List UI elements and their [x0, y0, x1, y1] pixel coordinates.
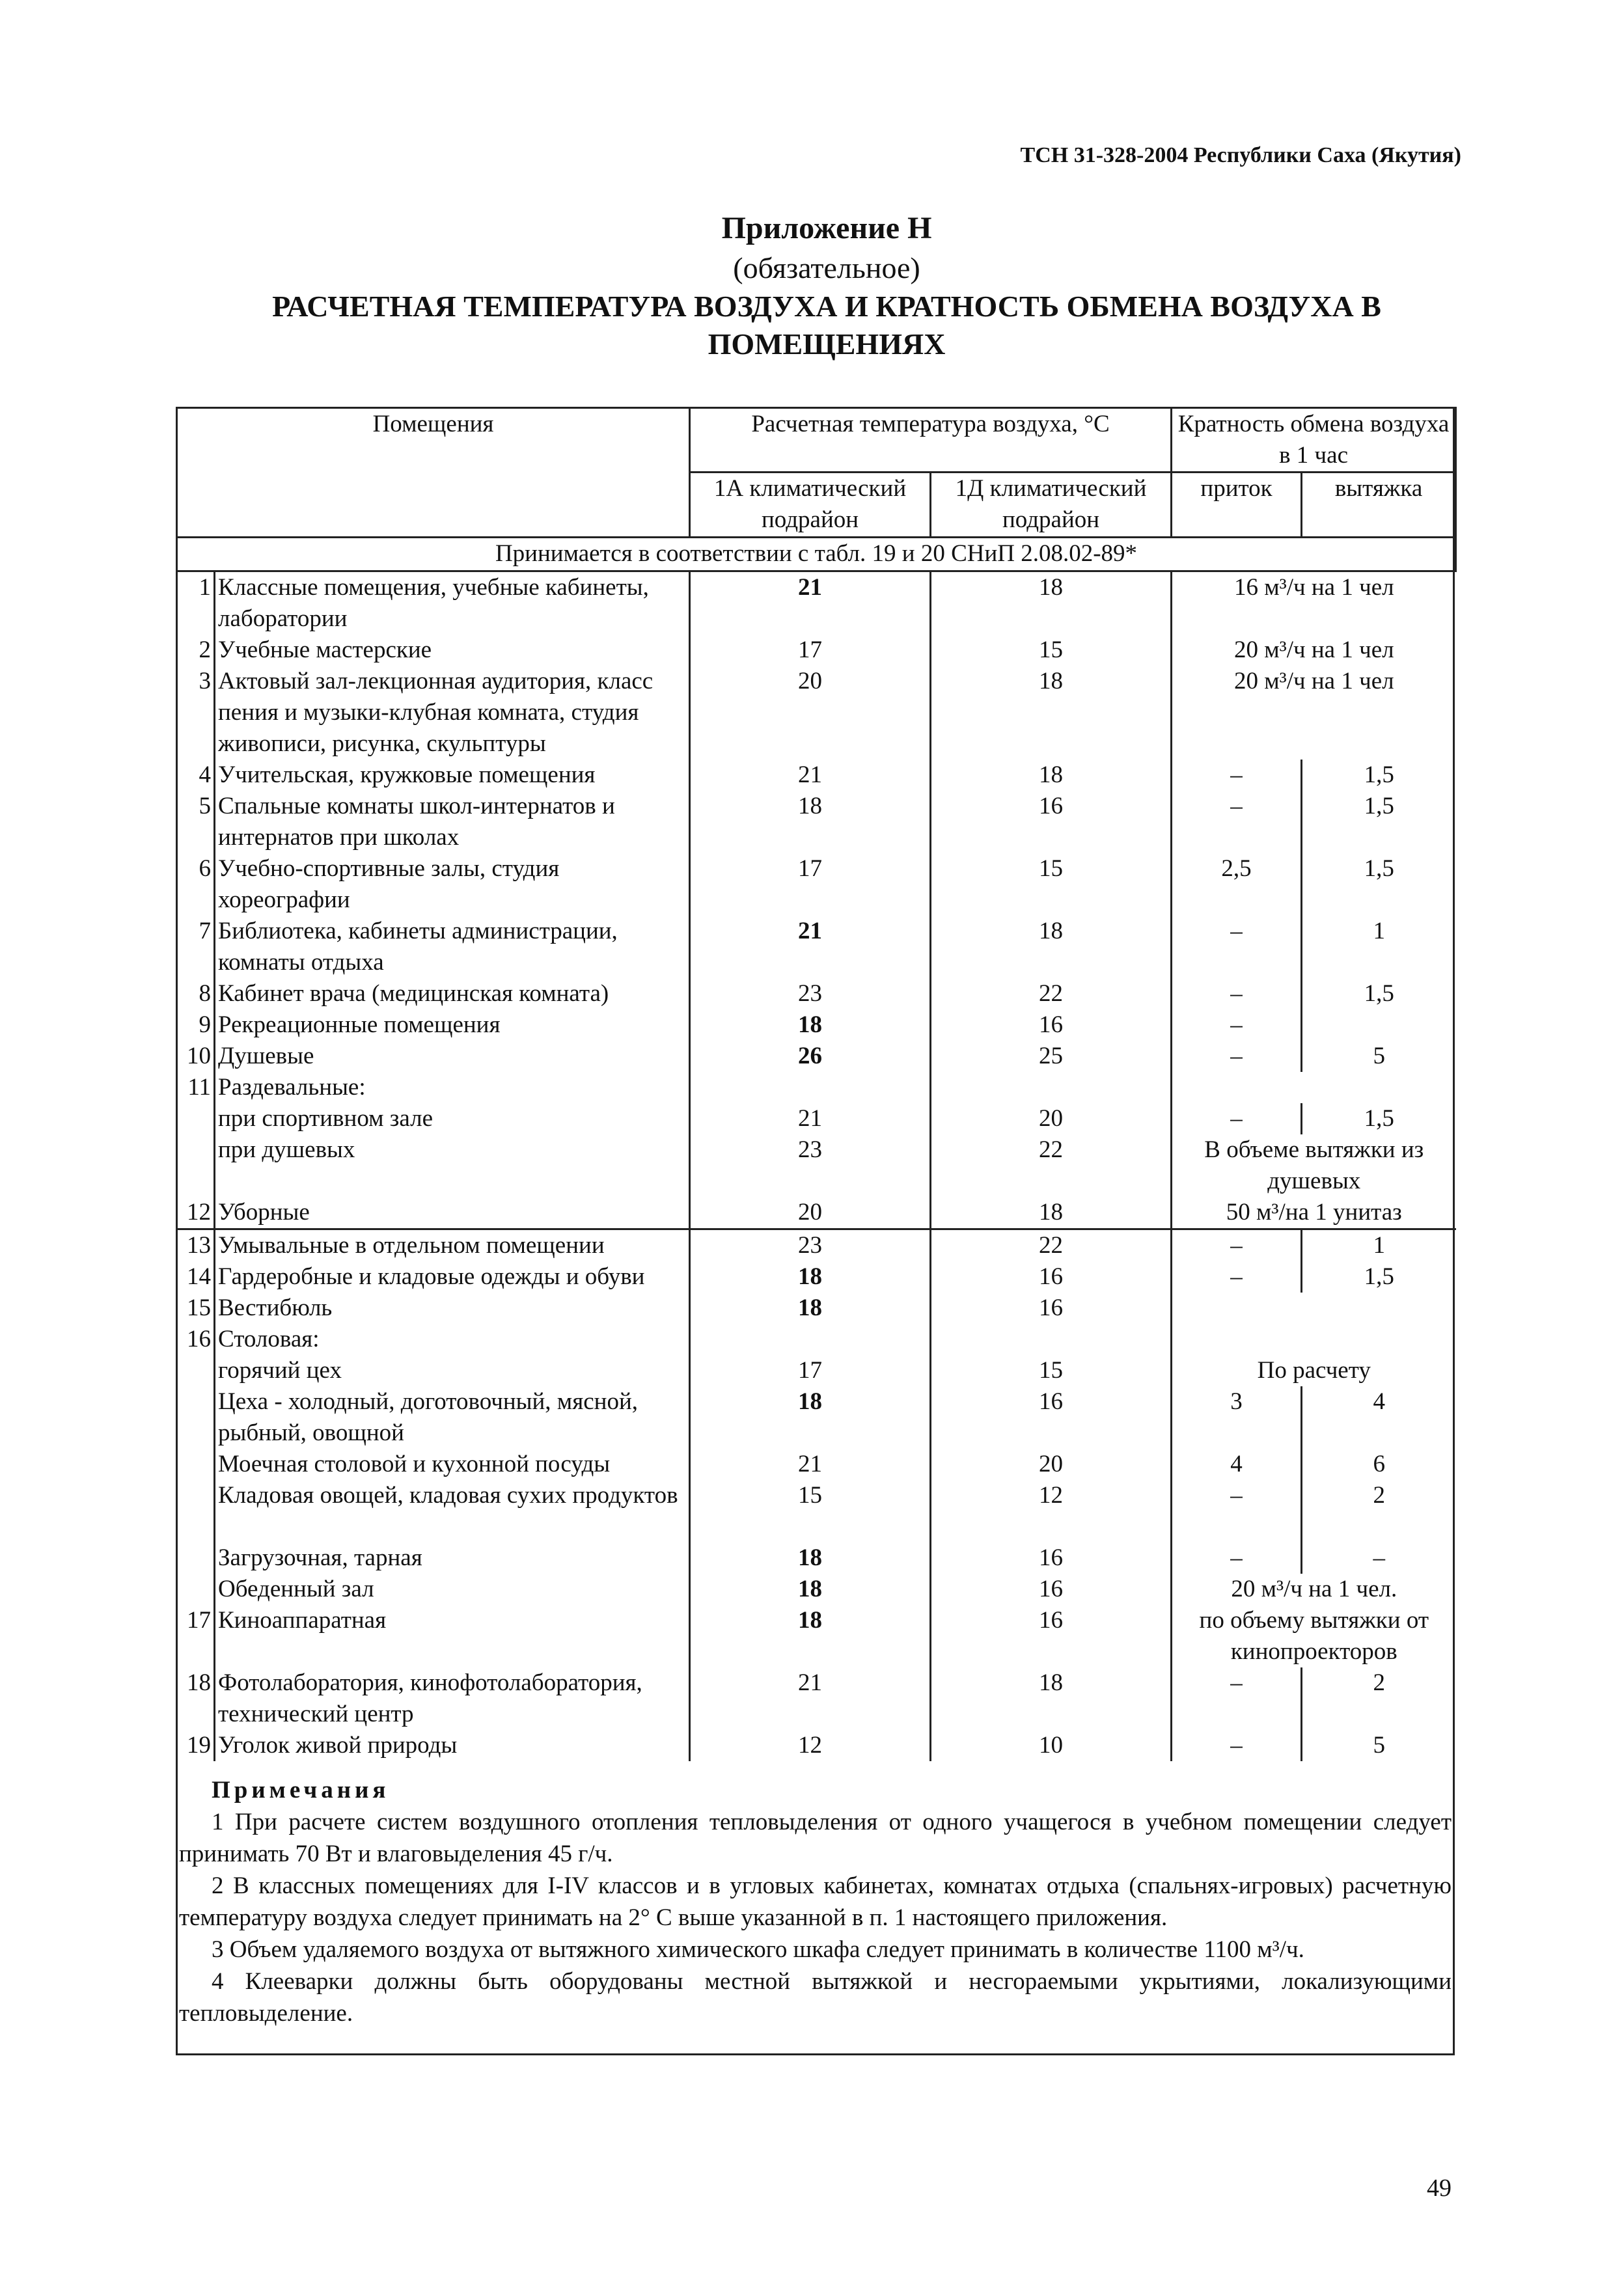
header-rooms: Помещения: [177, 408, 690, 538]
room-name: Обеденный зал: [215, 1574, 690, 1605]
header-air-rate: Кратность обмена воздуха в 1 час: [1172, 408, 1456, 473]
temp-1a: 26: [690, 1041, 931, 1072]
header-1d: 1Д климатический подрайон: [931, 473, 1172, 538]
row-number: 3: [177, 666, 215, 760]
row-number: [177, 1542, 215, 1574]
air-supply: –: [1230, 1232, 1243, 1259]
air-exhaust: [1302, 1324, 1456, 1355]
row-number: [177, 1134, 215, 1197]
table-row: [177, 978, 1456, 1009]
temp-1a: 18: [690, 1605, 931, 1667]
row-number: 17: [177, 1605, 215, 1667]
air-supply: –: [1230, 1669, 1243, 1696]
temp-1a: 18: [690, 1009, 931, 1041]
air-exhaust: [1302, 1293, 1456, 1324]
temp-1d: 16: [931, 1542, 1172, 1574]
air-supply: –: [1230, 1105, 1243, 1132]
temp-1a: 18: [690, 1386, 931, 1449]
appendix-title: [176, 208, 1478, 363]
temp-1a: 18: [690, 1261, 931, 1293]
table-row: [177, 1072, 1456, 1103]
air-supply: [1172, 1293, 1302, 1324]
table-row: [177, 1667, 1456, 1730]
air-supply: –: [1230, 761, 1243, 788]
air-exhaust: 2: [1302, 1480, 1456, 1542]
temp-1d: 18: [931, 1667, 1172, 1730]
air-exhaust: 5: [1302, 1041, 1456, 1072]
temp-1a: [690, 1072, 931, 1103]
temp-1a: 21: [690, 916, 931, 978]
room-name: Спальные комнаты школ-интернатов и интернатов при школах: [215, 791, 690, 853]
temp-1a: 21: [690, 1103, 931, 1134]
air-rate-merged: 50 м³/на 1 унитаз: [1172, 1197, 1456, 1229]
air-exhaust: 1,5: [1302, 791, 1456, 853]
room-name: при спортивном зале: [215, 1103, 690, 1134]
room-name: Цеха - холодный, доготовочный, мясной, рыбный, овощной: [215, 1386, 690, 1449]
air-supply: –: [1230, 918, 1243, 944]
room-name: Кладовая овощей, кладовая сухих продуктов: [215, 1480, 690, 1542]
row-number: 10: [177, 1041, 215, 1072]
temp-1a: 15: [690, 1480, 931, 1542]
temp-1d: 12: [931, 1480, 1172, 1542]
temp-1a: 23: [690, 1134, 931, 1197]
appendix-heading-line2: ПОМЕЩЕНИЯХ: [708, 327, 946, 361]
temp-1a: 18: [690, 1574, 931, 1605]
row-number: 8: [177, 978, 215, 1009]
temp-1a: 23: [690, 978, 931, 1009]
air-rate-merged: 16 м³/ч на 1 чел: [1233, 574, 1394, 601]
air-rate-merged: 20 м³/ч на 1 чел: [1233, 668, 1394, 694]
table-row: [177, 1041, 1456, 1072]
table-row: [177, 1730, 1456, 1761]
room-name: Загрузочная, тарная: [215, 1542, 690, 1574]
temp-1a: 21: [690, 1449, 931, 1480]
room-name: Душевые: [215, 1041, 690, 1072]
temp-1a: 23: [690, 1229, 931, 1262]
air-table: [176, 407, 1457, 1761]
air-supply: –: [1230, 980, 1243, 1007]
row-number: [177, 1449, 215, 1480]
table-row: [177, 853, 1456, 916]
temp-1d: 18: [931, 666, 1172, 760]
air-rate-merged: По расчету: [1257, 1357, 1371, 1384]
row-number: 13: [177, 1229, 215, 1262]
header-1a: 1А климатический подрайон: [690, 473, 931, 538]
temp-1d: 20: [931, 1103, 1172, 1134]
row-number: 6: [177, 853, 215, 916]
table-row: [177, 1324, 1456, 1355]
room-name: Киноаппаратная: [215, 1605, 690, 1667]
row-number: 4: [177, 760, 215, 791]
table-subheader: Принимается в соответствии с табл. 19 и 20 СНиП 2.08.02-89*: [177, 538, 1456, 571]
air-exhaust: 1,5: [1302, 760, 1456, 791]
row-number: 5: [177, 791, 215, 853]
table-row: [177, 571, 1456, 635]
temp-1d: [931, 1324, 1172, 1355]
table-row: [177, 1197, 1456, 1229]
room-name: при душевых: [215, 1134, 690, 1197]
air-exhaust: –: [1302, 1542, 1456, 1574]
table-row: [177, 1386, 1456, 1449]
temp-1d: 25: [931, 1041, 1172, 1072]
table-row: [177, 1229, 1456, 1262]
temp-1d: 22: [931, 978, 1172, 1009]
table-row: [177, 1449, 1456, 1480]
row-number: 19: [177, 1730, 215, 1761]
room-name: Вестибюль: [215, 1293, 690, 1324]
temp-1a: 20: [690, 1197, 931, 1229]
header-supply: приток: [1172, 473, 1302, 538]
air-supply: 2,5: [1221, 855, 1252, 882]
temp-1a: 18: [690, 1542, 931, 1574]
temp-1d: 16: [931, 1261, 1172, 1293]
air-supply: –: [1230, 1263, 1243, 1290]
table-row: [177, 1293, 1456, 1324]
row-number: 9: [177, 1009, 215, 1041]
table-row: [177, 1009, 1456, 1041]
row-number: [177, 1480, 215, 1542]
temp-1a: 12: [690, 1730, 931, 1761]
temp-1d: 16: [931, 1009, 1172, 1041]
air-exhaust: 6: [1302, 1449, 1456, 1480]
temp-1d: 15: [931, 1355, 1172, 1386]
temp-1d: 18: [931, 571, 1172, 635]
temp-1d: 18: [931, 760, 1172, 791]
air-exhaust: [1302, 1072, 1456, 1103]
air-rate-merged: 20 м³/ч на 1 чел: [1233, 637, 1394, 663]
table-row: [177, 1542, 1456, 1574]
row-number: [177, 1574, 215, 1605]
room-name: Учебно-спортивные залы, студия хореографии: [215, 853, 690, 916]
row-number: 12: [177, 1197, 215, 1229]
air-supply: –: [1230, 1732, 1243, 1759]
temp-1a: 21: [690, 571, 931, 635]
temp-1d: 18: [931, 916, 1172, 978]
room-name: Столовая:: [215, 1324, 690, 1355]
room-name: Учительская, кружковые помещения: [215, 760, 690, 791]
appendix-status: (обязательное): [733, 251, 920, 284]
air-exhaust: 4: [1302, 1386, 1456, 1449]
temp-1a: 20: [690, 666, 931, 760]
row-number: 7: [177, 916, 215, 978]
row-number: 1: [177, 571, 215, 635]
table-row: [177, 1605, 1456, 1667]
row-number: 16: [177, 1324, 215, 1355]
temp-1d: 16: [931, 1605, 1172, 1667]
temp-1d: 15: [931, 853, 1172, 916]
temp-1d: 15: [931, 635, 1172, 666]
temp-1d: [931, 1072, 1172, 1103]
temp-1a: 18: [690, 1293, 931, 1324]
air-supply: –: [1230, 793, 1243, 819]
room-name: Умывальные в отдельном помещении: [215, 1229, 690, 1262]
temp-1d: 22: [931, 1134, 1172, 1197]
room-name: горячий цех: [215, 1355, 690, 1386]
room-name: Гардеробные и кладовые одежды и обуви: [215, 1261, 690, 1293]
table-row: [177, 916, 1456, 978]
temp-1d: 16: [931, 1574, 1172, 1605]
temp-1d: 20: [931, 1449, 1172, 1480]
air-supply: –: [1230, 1043, 1243, 1069]
temp-1a: 17: [690, 635, 931, 666]
air-exhaust: 1,5: [1302, 853, 1456, 916]
table-row: [177, 1480, 1456, 1542]
table-row: [177, 760, 1456, 791]
temp-1a: 21: [690, 1667, 931, 1730]
row-number: 2: [177, 635, 215, 666]
row-number: [177, 1103, 215, 1134]
air-exhaust: 1,5: [1302, 1261, 1456, 1293]
appendix-label: Приложение Н: [721, 211, 932, 245]
header-temperature: Расчетная температура воздуха, °С: [690, 408, 1172, 473]
air-supply: –: [1230, 1544, 1243, 1571]
table-row: [177, 1134, 1456, 1197]
room-name: Раздевальные:: [215, 1072, 690, 1103]
temp-1d: 10: [931, 1730, 1172, 1761]
header-exhaust: вытяжка: [1302, 473, 1456, 538]
note-1: 1 При расчете систем воздушного отопления тепловыделения от одного учащегося в учебном помещении следует принимать 70 Вт и влаговыделения 45 г/ч.: [179, 1809, 1452, 1867]
temp-1a: [690, 1324, 931, 1355]
air-rate-merged: 20 м³/ч на 1 чел.: [1231, 1576, 1397, 1602]
room-name: Фотолаборатория, кинофотолаборатория, технический центр: [215, 1667, 690, 1730]
temp-1a: 18: [690, 791, 931, 853]
room-name: Библиотека, кабинеты администрации, комнаты отдыха: [215, 916, 690, 978]
air-exhaust: 2: [1302, 1667, 1456, 1730]
note-3: 3 Объем удаляемого воздуха от вытяжного химического шкафа следует принимать в количестве 1100 м³/ч.: [212, 1936, 1304, 1963]
air-exhaust: 1: [1302, 916, 1456, 978]
room-name: Кабинет врача (медицинская комната): [215, 978, 690, 1009]
table-row: [177, 635, 1456, 666]
table-row: [177, 791, 1456, 853]
row-number: 14: [177, 1261, 215, 1293]
air-exhaust: 1,5: [1302, 1103, 1456, 1134]
air-supply: [1172, 1324, 1302, 1355]
table-row: [177, 1103, 1456, 1134]
note-2: 2 В классных помещениях для I-IV классов и в угловых кабинетах, комнатах отдыха (спальнях-игровых) расчетную температуру воздуха следует принимать на 2° С выше указанной в п. 1 настоящего приложения.: [179, 1872, 1452, 1931]
notes-heading: Примечания: [212, 1777, 390, 1803]
row-number: [177, 1355, 215, 1386]
temp-1a: 17: [690, 1355, 931, 1386]
table-row: [177, 1574, 1456, 1605]
air-supply: [1172, 1072, 1302, 1103]
temp-1a: 21: [690, 760, 931, 791]
air-exhaust: 1,5: [1302, 978, 1456, 1009]
room-name: Актовый зал-лекционная аудитория, класс пения и музыки-клубная комната, студия живописи, рисунка, скульптуры: [215, 666, 690, 760]
temp-1d: 16: [931, 1293, 1172, 1324]
air-rate-merged: В объеме вытяжки из душевых: [1204, 1136, 1424, 1194]
air-supply: 3: [1230, 1388, 1243, 1415]
room-name: Рекреационные помещения: [215, 1009, 690, 1041]
temp-1a: 17: [690, 853, 931, 916]
temp-1d: 16: [931, 1386, 1172, 1449]
air-supply: –: [1230, 1011, 1243, 1038]
table-row: [177, 666, 1456, 760]
note-4: 4 Клееварки должны быть оборудованы местной вытяжкой и несгораемыми укрытиями, локализующими тепловыделение.: [179, 1968, 1452, 2027]
room-name: Учебные мастерские: [215, 635, 690, 666]
table-row: [177, 1355, 1456, 1386]
room-name: Классные помещения, учебные кабинеты, лаборатории: [215, 571, 690, 635]
table-row: [177, 1261, 1456, 1293]
row-number: 18: [177, 1667, 215, 1730]
row-number: [177, 1386, 215, 1449]
room-name: Моечная столовой и кухонной посуды: [215, 1449, 690, 1480]
air-rate-merged: по объему вытяжки от кинопроекторов: [1199, 1607, 1429, 1665]
air-supply: 4: [1230, 1451, 1243, 1477]
temp-1d: 18: [931, 1197, 1172, 1229]
air-exhaust: 5: [1302, 1730, 1456, 1761]
row-number: 11: [177, 1072, 215, 1103]
temp-1d: 22: [931, 1229, 1172, 1262]
air-supply: –: [1230, 1482, 1243, 1509]
appendix-heading-line1: РАСЧЕТНАЯ ТЕМПЕРАТУРА ВОЗДУХА И КРАТНОСТЬ ОБМЕНА ВОЗДУХА В: [272, 290, 1381, 323]
room-name: Уборные: [215, 1197, 690, 1229]
notes-block: [179, 1774, 1452, 2029]
document-code: ТСН 31-328-2004 Республики Саха (Якутия): [1020, 143, 1461, 167]
air-exhaust: [1302, 1009, 1456, 1041]
temp-1d: 16: [931, 791, 1172, 853]
room-name: Уголок живой природы: [215, 1730, 690, 1761]
row-number: 15: [177, 1293, 215, 1324]
air-exhaust: 1: [1302, 1229, 1456, 1262]
page-number: 49: [1427, 2174, 1452, 2202]
